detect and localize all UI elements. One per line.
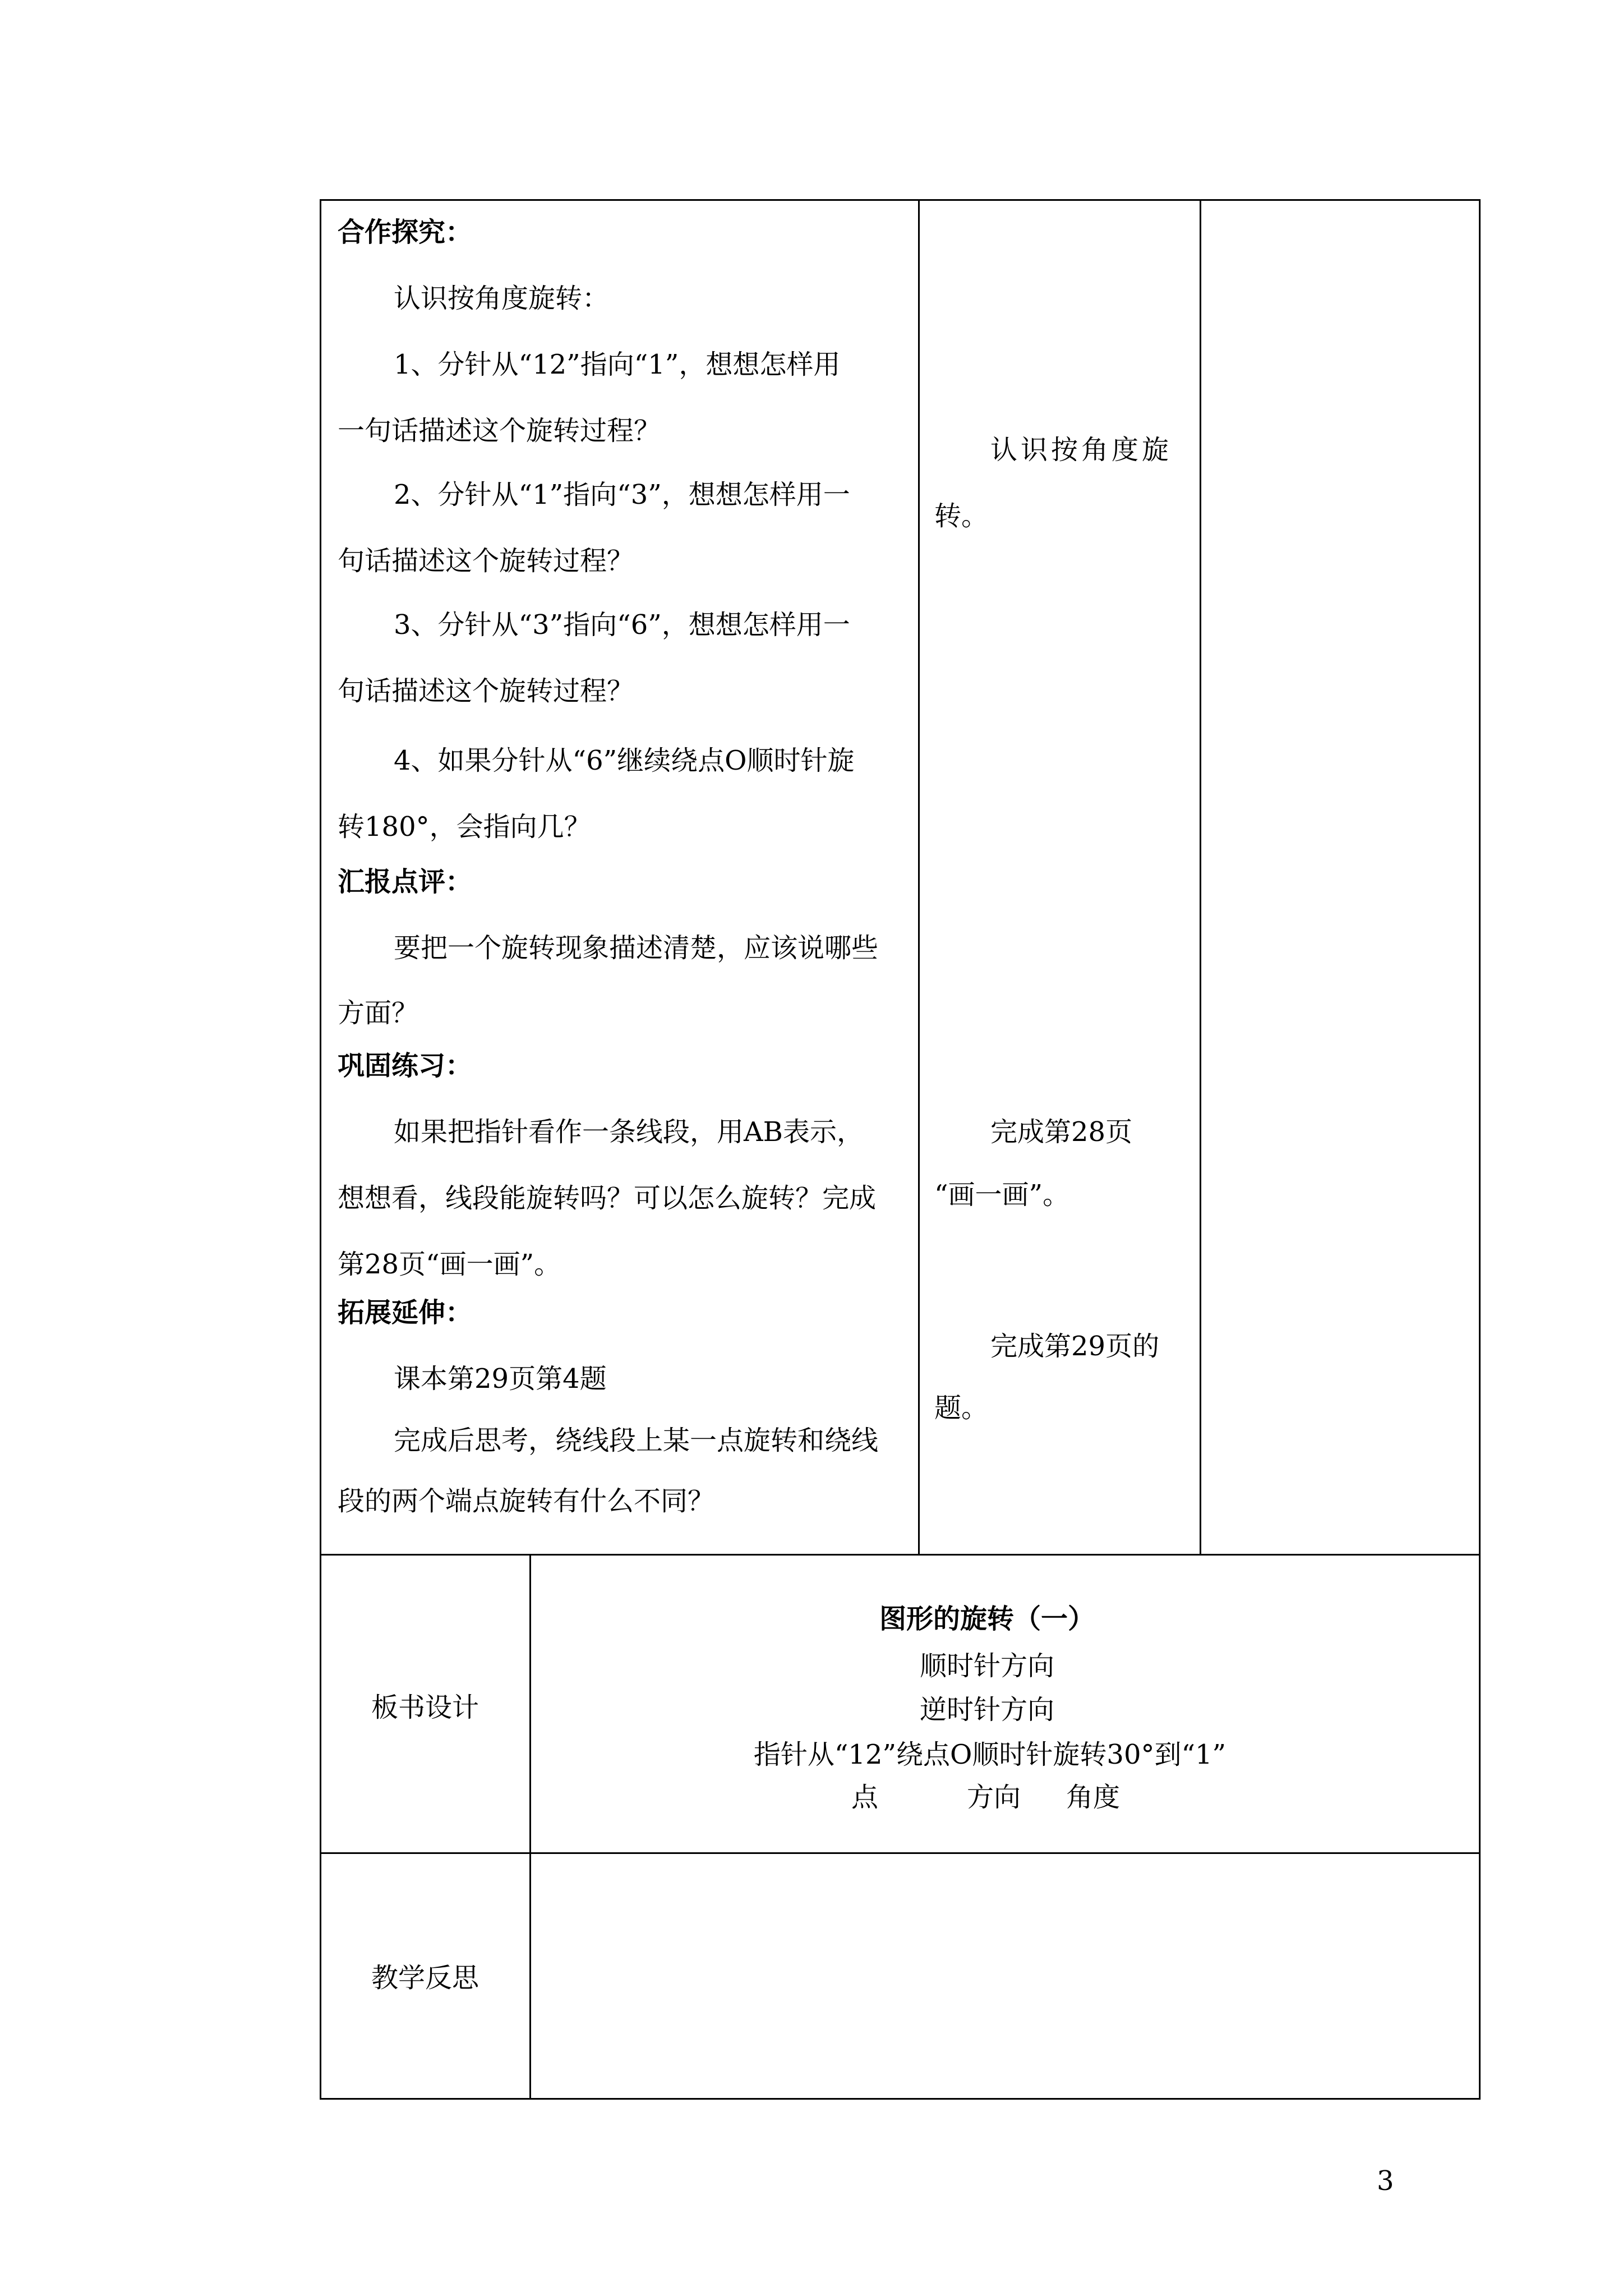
board-design-line-2: 逆时针方向: [919, 1694, 1054, 1726]
practice-heading: 巩固练习：: [338, 1050, 473, 1082]
practice-line-1: 如果把指针看作一条线段，用AB表示，: [394, 1116, 864, 1148]
report-heading: 汇报点评：: [338, 866, 473, 898]
lower-column-divider: [529, 1554, 531, 2100]
table-bottom-border: [320, 2098, 1481, 2100]
practice-line-3: 第28页“画一画”。: [338, 1249, 561, 1280]
middle-note-1-line-2: 转。: [934, 500, 989, 532]
table-top-border: [320, 199, 1481, 201]
question-4-line-2: 转180°，会指向几？: [338, 811, 591, 843]
board-design-title: 图形的旋转（一）: [879, 1603, 1095, 1635]
report-line-1: 要把一个旋转现象描述清楚，应该说哪些: [394, 932, 879, 964]
board-design-line-4-angle: 角度: [1066, 1782, 1121, 1813]
cooperative-heading: 合作探究：: [338, 217, 473, 248]
main-column-divider-right: [1200, 199, 1201, 1556]
board-design-line-4-point: 点: [851, 1782, 879, 1813]
middle-note-3-line-1: 完成第29页的: [990, 1331, 1160, 1362]
table-board-divider: [320, 1852, 1481, 1854]
question-2-line-1: 2、分针从“1”指向“3”，想想怎样用一: [394, 479, 850, 510]
angle-intro: 认识按角度旋转：: [394, 283, 610, 314]
reflection-label: 教学反思: [371, 1962, 479, 1994]
page-number: 3: [1377, 2165, 1394, 2197]
board-design-line-4-direction: 方向: [967, 1782, 1021, 1813]
extension-line-1: 课本第29页第4题: [394, 1363, 607, 1395]
middle-note-3-line-2: 题。: [934, 1392, 989, 1424]
board-design-line-1: 顺时针方向: [919, 1650, 1054, 1682]
extension-line-2: 完成后思考，绕线段上某一点旋转和绕线: [394, 1425, 879, 1456]
middle-note-2-line-2: “画一画”。: [934, 1179, 1070, 1211]
board-design-line-3: 指针从“12”绕点O顺时针旋转30°到“1”: [753, 1739, 1227, 1770]
middle-note-1-line-1: 认识按角度旋: [990, 434, 1173, 466]
board-design-label: 板书设计: [371, 1692, 479, 1723]
middle-note-2-line-1: 完成第28页: [990, 1116, 1133, 1148]
table-left-border: [320, 199, 321, 2100]
extension-heading: 拓展延伸：: [338, 1297, 473, 1328]
table-main-divider: [320, 1554, 1481, 1556]
question-1-line-1: 1、分针从“12”指向“1”，想想怎样用: [394, 349, 841, 380]
question-2-line-2: 句话描述这个旋转过程？: [338, 545, 634, 577]
table-right-border: [1479, 199, 1481, 2100]
practice-line-2: 想想看，线段能旋转吗？可以怎么旋转？完成: [338, 1182, 877, 1214]
question-4-line-1: 4、如果分针从“6”继续绕点O顺时针旋: [394, 745, 855, 776]
extension-line-3: 段的两个端点旋转有什么不同？: [338, 1485, 715, 1517]
main-column-divider-left: [918, 199, 920, 1556]
question-3-line-1: 3、分针从“3”指向“6”，想想怎样用一: [394, 609, 850, 641]
report-line-2: 方面？: [338, 997, 419, 1029]
question-3-line-2: 句话描述这个旋转过程？: [338, 675, 634, 707]
question-1-line-2: 一句话描述这个旋转过程？: [338, 415, 661, 447]
